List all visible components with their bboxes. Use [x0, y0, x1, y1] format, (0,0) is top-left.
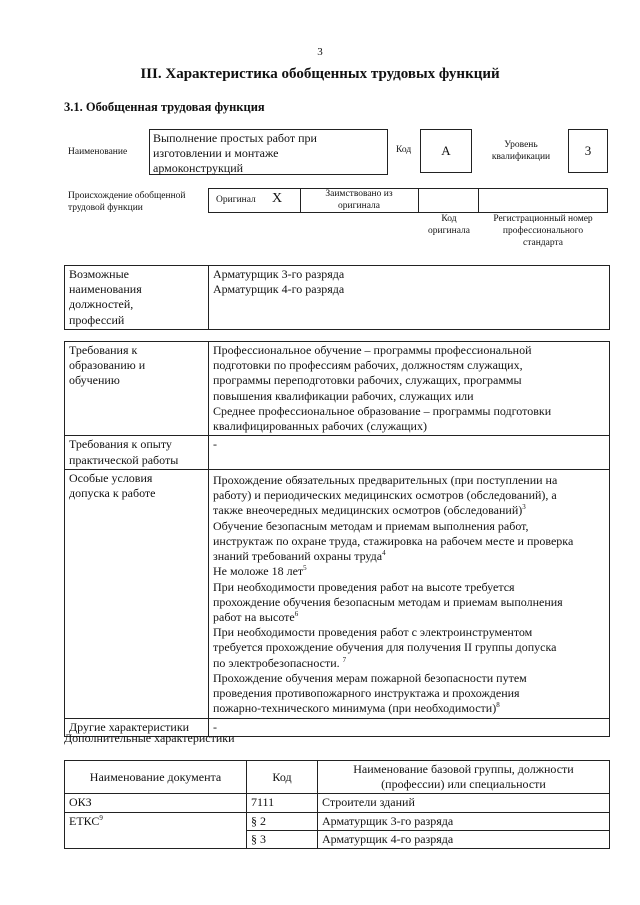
- section-title: III. Характеристика обобщенных трудовых функций: [140, 66, 500, 82]
- requirement-line: При необходимости проведения работ с электроинструментом: [213, 625, 533, 640]
- requirement-line-text: по электробезопасности.: [213, 655, 340, 670]
- requirement-label-line: обучению: [69, 373, 120, 388]
- requirement-label-line: Другие характеристики: [69, 719, 190, 734]
- function-code-value: A: [441, 143, 451, 158]
- function-code-box: [420, 129, 472, 173]
- additional-row: [65, 812, 610, 830]
- borrowed-label-line: оригинала: [338, 200, 380, 211]
- requirement-row-experience: [65, 436, 610, 469]
- requirement-line: работу) и периодических медицинских осмотров (обследований), а: [213, 488, 557, 503]
- row-document: [65, 812, 247, 848]
- function-name-line: армоконструкций: [153, 161, 244, 175]
- requirement-line: Прохождение обучения мерам пожарной безопасности путем: [213, 670, 527, 685]
- origin-label-line: трудовой функции: [68, 202, 143, 213]
- requirement-line: [213, 701, 605, 716]
- reg-number-line: Регистрационный номер: [493, 214, 593, 224]
- code-label: Код: [396, 145, 412, 155]
- requirement-line: Прохождение обязательных предварительных (при поступлении на: [213, 472, 558, 487]
- requirement-value-cell: [209, 436, 610, 469]
- footnote-ref: 4: [382, 549, 386, 558]
- requirement-label-line: образованию и: [69, 358, 146, 373]
- requirement-value-cell: [209, 342, 610, 436]
- function-name-box: [149, 129, 388, 175]
- code-original-label: [418, 214, 480, 238]
- row-name: Арматурщик 3-го разряда: [318, 812, 610, 830]
- footnote-ref: 3: [522, 503, 526, 512]
- origin-label-line: Происхождение обобщенной: [68, 191, 186, 201]
- reg-number-line: профессионального: [502, 225, 584, 236]
- positions-label-line: профессий: [69, 312, 125, 327]
- requirement-line-text: Не моложе 18 лет: [213, 564, 304, 579]
- requirement-line-text: знаний требований охраны труда: [213, 549, 383, 564]
- original-mark: X: [272, 191, 283, 206]
- requirement-line: программы переподготовки рабочих, служащих, программы: [213, 373, 522, 388]
- requirement-line: инструктаж по охране труда, стажировка на рабочем месте и проверка: [213, 533, 574, 548]
- requirement-line-text: работ на высоте: [213, 609, 295, 624]
- requirement-label-line: Требования к: [69, 343, 138, 357]
- positions-values-cell: [209, 266, 610, 330]
- positions-table: [64, 265, 610, 330]
- function-name-line: изготовлении и монтаже: [153, 146, 279, 160]
- borrowed-label: [302, 189, 416, 213]
- requirement-line: [213, 656, 605, 671]
- row-name: Строители зданий: [318, 794, 610, 812]
- positions-label-line: Возможные: [69, 267, 129, 281]
- original-label: Оригинал: [216, 195, 256, 205]
- row-code: 7111: [247, 794, 318, 812]
- requirement-label-line: Особые условия: [69, 470, 153, 485]
- requirement-line: требуется прохождение обучения для получения II группы допуска: [213, 640, 557, 655]
- row-document: ОКЗ: [65, 794, 247, 812]
- code-original-line: оригинала: [428, 225, 470, 236]
- additional-row: [65, 794, 610, 812]
- requirement-line: подготовки по профессиям рабочих, должностям служащих,: [213, 358, 523, 373]
- origin-divider: [300, 188, 301, 213]
- requirements-table: [64, 341, 610, 737]
- additional-header-row: [65, 761, 610, 794]
- footnote-ref: 5: [303, 564, 307, 573]
- origin-divider: [478, 188, 479, 213]
- page-number: 3: [317, 46, 323, 58]
- positions-row: [65, 266, 610, 330]
- additional-table: [64, 760, 610, 849]
- requirement-label-cell: [65, 436, 209, 469]
- positions-label-cell: [65, 266, 209, 330]
- header-group-line: Наименование базовой группы, должности: [353, 762, 574, 776]
- origin-label: [68, 191, 186, 215]
- level-label-line: Уровень: [504, 140, 538, 150]
- requirement-line: [213, 549, 605, 564]
- requirement-line: [213, 503, 605, 518]
- position-item: Арматурщик 3-го разряда: [213, 267, 345, 281]
- level-label-line: квалификации: [491, 151, 551, 162]
- requirement-label-cell: [65, 342, 209, 436]
- header-group-line: (профессии) или специальности: [381, 777, 546, 792]
- level-box: [568, 129, 608, 173]
- requirement-line: При необходимости проведения работ на высоте требуется: [213, 579, 515, 594]
- additional-title: Дополнительные характеристики: [64, 731, 235, 745]
- row-name: Арматурщик 4-го разряда: [318, 830, 610, 848]
- reg-number-line: стандарта: [523, 237, 563, 248]
- origin-divider: [418, 188, 419, 213]
- requirement-line-text: пожарно-технического минимума (при необходимости): [213, 701, 497, 716]
- footnote-ref: 6: [294, 609, 299, 618]
- requirement-line: прохождение обучения безопасным методам и приемам выполнения: [213, 594, 563, 609]
- requirement-line: [213, 610, 605, 625]
- requirement-line-text: также внеочередных медицинских осмотров (обследований): [213, 503, 523, 518]
- requirement-line: Профессиональное обучение – программы профессиональной: [213, 343, 532, 357]
- requirement-line: повышения квалификации рабочих, служащих или: [213, 388, 474, 403]
- positions-label-line: должностей,: [69, 297, 134, 312]
- positions-label-line: наименования: [69, 282, 142, 297]
- code-original-line: Код: [441, 214, 457, 224]
- row-code: § 3: [247, 830, 318, 848]
- requirement-line: проведения противопожарного инструктажа и прохождения: [213, 686, 520, 701]
- level-value: 3: [584, 143, 592, 158]
- requirement-line: Обучение безопасным методам и приемам выполнения работ,: [213, 518, 529, 533]
- header-code: Код: [247, 761, 318, 794]
- function-name-line: Выполнение простых работ при: [153, 131, 317, 145]
- requirement-value-cell: [209, 469, 610, 718]
- requirement-label-cell: [65, 469, 209, 718]
- header-document: Наименование документа: [65, 761, 247, 794]
- requirement-row-education: [65, 342, 610, 436]
- reg-number-label: [482, 214, 604, 250]
- requirement-value-cell: [209, 718, 610, 736]
- row-document-text: ЕТКС: [69, 813, 100, 828]
- subsection-title: 3.1. Обобщенная трудовая функция: [64, 100, 265, 114]
- requirement-label-line: допуска к работе: [69, 486, 156, 501]
- requirement-line: -: [213, 437, 217, 452]
- footnote-ref: 7: [342, 655, 347, 664]
- row-code: § 2: [247, 812, 318, 830]
- requirement-line: Среднее профессиональное образование – программы подготовки: [213, 403, 552, 418]
- requirement-line: квалифицированных рабочих (служащих): [213, 419, 427, 434]
- position-item: Арматурщик 4-го разряда: [213, 282, 345, 297]
- requirement-line: -: [213, 719, 217, 734]
- requirement-label-line: практической работы: [69, 452, 179, 467]
- footnote-ref: 8: [496, 701, 500, 710]
- requirement-line: [213, 564, 605, 579]
- level-label: [478, 140, 564, 164]
- borrowed-label-line: Заимствовано из: [325, 189, 393, 199]
- footnote-ref: 9: [99, 813, 103, 822]
- header-group: [318, 761, 610, 794]
- requirement-row-special-conditions: [65, 469, 610, 718]
- name-label: Наименование: [68, 147, 128, 157]
- requirement-label-line: Требования к опыту: [69, 437, 172, 452]
